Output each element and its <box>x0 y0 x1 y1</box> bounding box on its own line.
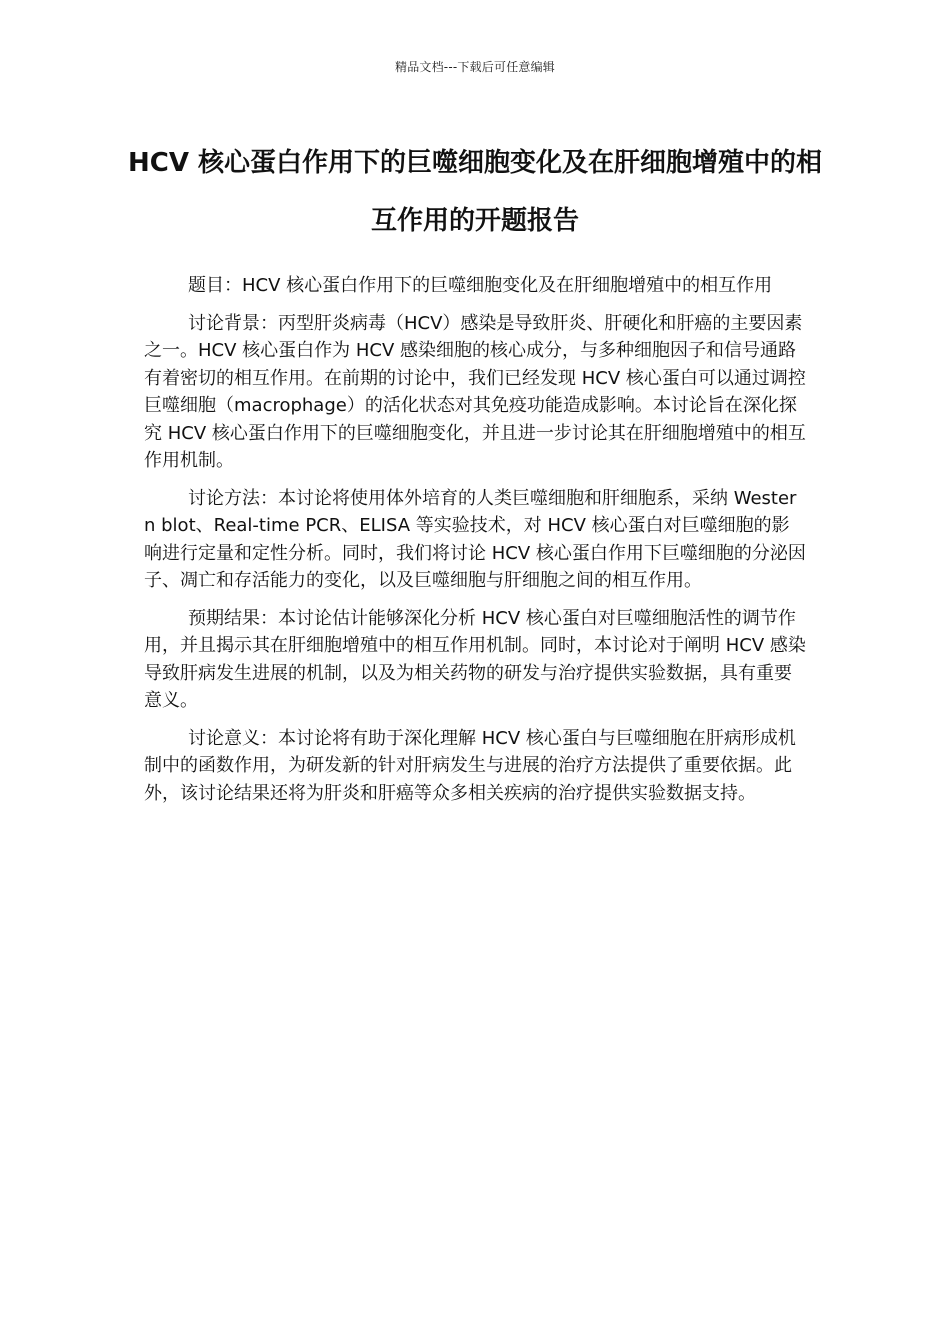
document-title: HCV 核心蛋白作用下的巨噬细胞变化及在肝细胞增殖中的相互作用的开题报告 <box>127 148 822 236</box>
paragraph-methods: 讨论方法：本讨论将使用体外培育的人类巨噬细胞和肝细胞系，采纳 Western blot、Real-time PCR、ELISA 等实验技术，对 HCV 核心蛋白对巨噬细胞的影响进行定量和定性分析。同时，我们将讨论 HCV 核心蛋白作用下巨噬细胞的分泌因子、凋亡和存活能力的变化，以及巨噬细胞与肝细胞之间的相互作用。 <box>144 487 806 591</box>
document-body <box>144 272 806 817</box>
paragraph-expected-results: 预期结果：本讨论估计能够深化分析 HCV 核心蛋白对巨噬细胞活性的调节作用，并且揭示其在肝细胞增殖中的相互作用机制。同时，本讨论对于阐明 HCV 感染导致肝病发生进展的机制，以及为相关药物的研发与治疗提供实验数据，具有重要意义。 <box>144 607 806 711</box>
paragraph-background: 讨论背景：丙型肝炎病毒（HCV）感染是导致肝炎、肝硬化和肝癌的主要因素之一。HCV 核心蛋白作为 HCV 感染细胞的核心成分，与多种细胞因子和信号通路有着密切的相互作用。在前期的讨论中，我们已经发现 HCV 核心蛋白可以通过调控巨噬细胞（macrophage）的活化状态对其免疫功能造成影响。本讨论旨在深化探究 HCV 核心蛋白作用下的巨噬细胞变化，并且进一步讨论其在肝细胞增殖中的相互作用机制。 <box>144 312 806 471</box>
paragraph-significance: 讨论意义：本讨论将有助于深化理解 HCV 核心蛋白与巨噬细胞在肝病形成机制中的函数作用，为研发新的针对肝病发生与进展的治疗方法提供了重要依据。此外，该讨论结果还将为肝炎和肝癌等众多相关疾病的治疗提供实验数据支持。 <box>144 727 796 804</box>
paragraph-topic: 题目：HCV 核心蛋白作用下的巨噬细胞变化及在肝细胞增殖中的相互作用 <box>188 275 773 296</box>
page-header: 精品文档---下载后可任意编辑 <box>395 60 555 74</box>
